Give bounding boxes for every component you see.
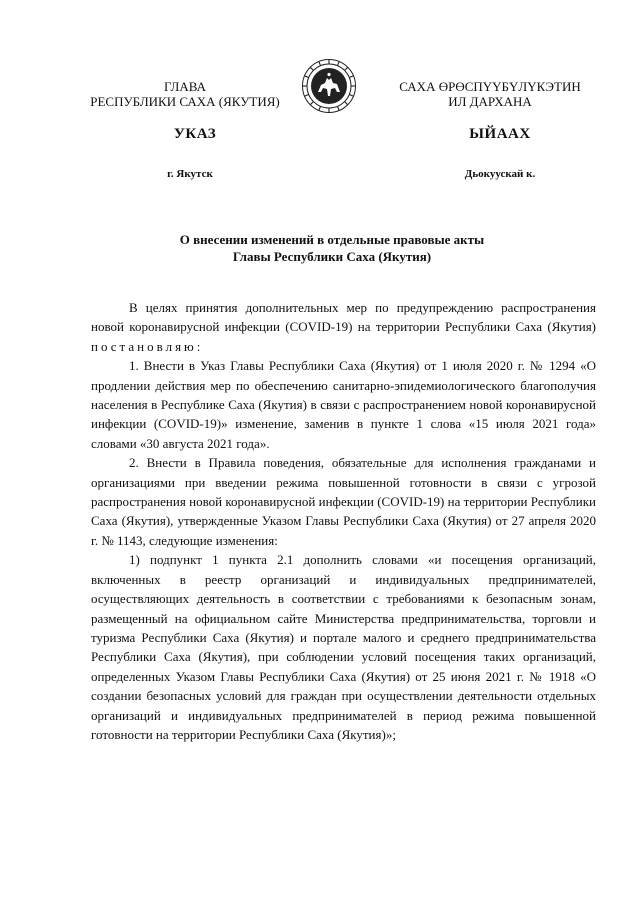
title-line: О внесении изменений в отдельные правовые акты: [179, 232, 485, 247]
issuer-header-line: САХА ӨРӨСПҮҮБҮЛҮКЭТИН: [399, 79, 581, 94]
decree-word: постановляю:: [91, 338, 204, 354]
issuer-header-yakut: [395, 79, 585, 109]
issuer-header-line: ГЛАВА: [164, 79, 206, 94]
title-line: Главы Республики Саха (Якутия): [232, 249, 432, 264]
coat-of-arms-icon: [301, 58, 357, 114]
issuer-header-line: ИЛ ДАРХАНА: [448, 94, 532, 109]
doc-type-yakut: ЫЙААХ: [469, 126, 531, 142]
issuer-header-russian: [70, 79, 300, 109]
city-russian: г. Якутск: [167, 168, 213, 180]
preamble-text: В целях принятия дополнительных мер по предупреждению распространения новой коронавирусной инфекции (COVID-19) на территории Республики Саха (Якутия): [91, 300, 596, 335]
doc-type-russian: УКАЗ: [173, 126, 217, 142]
preamble-paragraph: [91, 298, 596, 356]
document-body: [91, 298, 596, 744]
issuer-header-line: РЕСПУБЛИКИ САХА (ЯКУТИЯ): [90, 94, 280, 109]
clause-1: 1. Внести в Указ Главы Республики Саха (Якутия) от 1 июля 2020 г. № 1294 «О продлении действия мер по обеспечению санитарно-эпидемиологического благополучия населения в Республике Саха (Якутия) в связи с распространением новой коронавирусной инфекции (COVID-19)» изменение, заменив в пункте 1 слова «15 июля 2021 года» словами «30 августа 2021 года».: [91, 358, 596, 451]
clause-2: 2. Внести в Правила поведения, обязательные для исполнения гражданами и организациями при введении режима повышенной готовности в связи с угрозой распространения новой коронавирусной инфекции (COVID-19) на территории Республики Саха (Якутия), утвержденные Указом Главы Республики Саха (Якутия) от 27 апреля 2020 г. № 1143, следующие изменения:: [91, 455, 596, 548]
clause-2-subitem-1: 1) подпункт 1 пункта 2.1 дополнить словами «и посещения организаций, включенных в реестр организаций и индивидуальных предпринимателей, осуществляющих деятельность в соответствии с требованиями к безопасным зонам, размещенный на официальном сайте Министерства предпринимательства, торговли и туризма Республики Саха (Якутия) и портале малого и среднего предпринимательства Республики Саха (Якутия), при соблюдении условий посещения таких организаций, определенных Указом Главы Республики Саха (Якутия) от 25 июня 2021 г. № 1918 «О создании безопасных условий для граждан при осуществлении деятельности отдельных организаций и индивидуальных предпринимателей в период режима повышенной готовности на территории Республики Саха (Якутия)»;: [91, 552, 596, 742]
city-yakut: Дьокуускай к.: [464, 168, 536, 180]
document-title: [100, 231, 564, 265]
